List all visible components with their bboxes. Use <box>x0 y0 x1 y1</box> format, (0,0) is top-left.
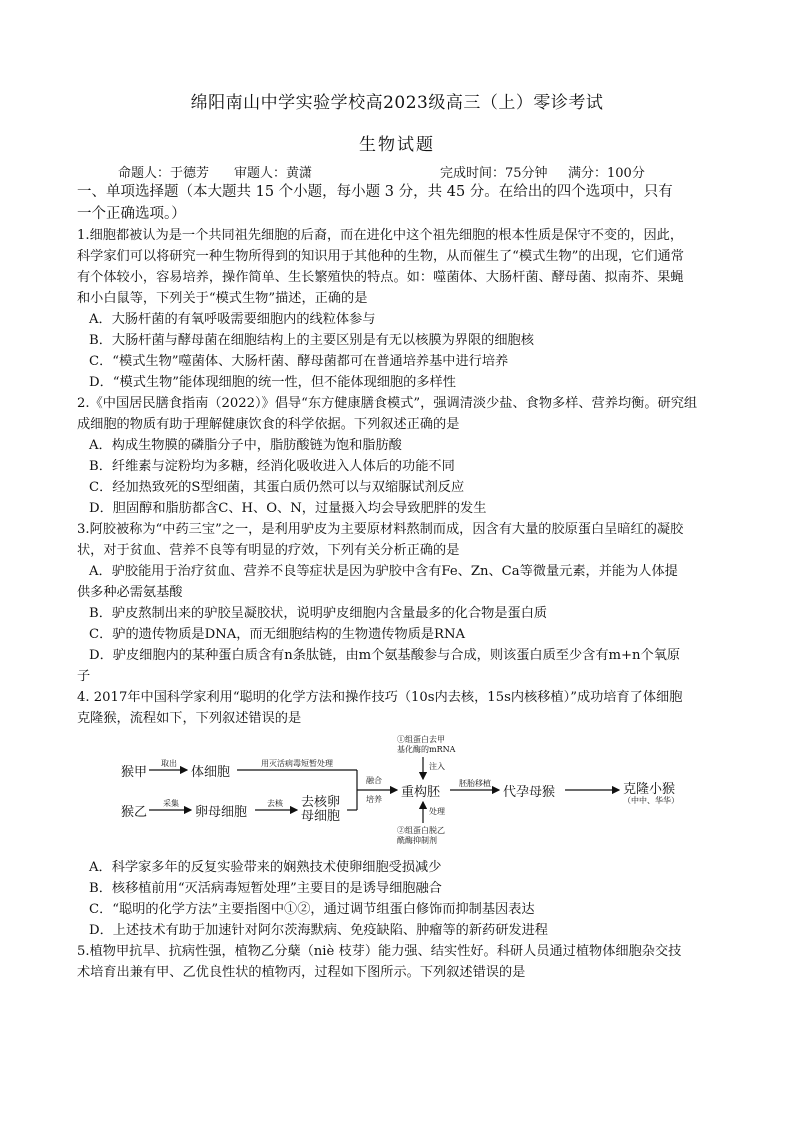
question-1-stem: 有个体较小，容易培养，操作简单、生长繁殖快的特点。如：噬菌体、大肠杆菌、酵母菌、拟南芥、果蝇 <box>77 270 684 285</box>
question-2-option-d: D．胆固醇和脂肪都含C、H、O、N，过量摄入均会导致肥胖的发生 <box>89 501 487 516</box>
node-egg-cell: 卵母细胞 <box>195 805 248 820</box>
label-enucleate: 去核 <box>267 799 283 808</box>
page-title: 绵阳南山中学实验学校高2023级高三（上）零诊考试 <box>190 93 604 113</box>
question-1-stem: 1.细胞都被认为是一个共同祖先细胞的后裔，而在进化中这个祖先细胞的根本性质是保守不变的，因此， <box>77 228 684 243</box>
question-1-option-b: B．大肠杆菌与酵母菌在细胞结构上的主要区别是有无以核膜为界限的细胞核 <box>89 333 534 348</box>
exam-body <box>77 181 717 983</box>
label-top-l2: 基化酶的mRNA <box>397 745 456 754</box>
question-2-option-c: C．经加热致死的S型细菌，其蛋白质仍然可以与双缩脲试剂反应 <box>89 480 465 495</box>
question-1-option-d: D．“模式生物”能体现细胞的统一性，但不能体现细胞的多样性 <box>89 375 456 390</box>
section-heading: 一、单项选择题（本大题共 15 个小题，每小题 3 分，共 45 分。在给出的四个选项中，只有 <box>77 184 673 200</box>
label-collect: 采集 <box>163 799 179 808</box>
question-1-stem: 和小白鼠等，下列关于“模式生物”描述，正确的是 <box>77 291 368 306</box>
node-enucleated-egg-l2: 母细胞 <box>301 809 341 824</box>
question-3-stem: 3.阿胶被称为“中药三宝”之一，是利用驴皮为主要原材料熬制而成，因含有大量的胶原蛋白呈暗红的凝胶 <box>77 522 684 537</box>
page-subtitle: 生物试题 <box>359 135 435 155</box>
question-1-stem: 科学家们可以将研究一种生物所得到的知识用于其他种的生物，从而催生了“模式生物”的出现，它们通常 <box>77 249 684 264</box>
cloning-flow-diagram <box>77 735 717 853</box>
node-reconstructed-embryo: 重构胚 <box>401 785 441 800</box>
question-4-option-c: C．“聪明的化学方法”主要指图中①②，通过调节组蛋白修饰而抑制基因表达 <box>89 902 535 917</box>
label-top-l1: ①组蛋白去甲 <box>397 735 445 744</box>
question-4-stem: 克隆猴，流程如下，下列叙述错误的是 <box>77 711 302 726</box>
node-monkey-a: 猴甲 <box>121 765 148 780</box>
question-1-option-a: A．大肠杆菌的有氧呼吸需要细胞内的线粒体参与 <box>89 312 376 327</box>
question-5-stem: 术培育出兼有甲、乙优良性状的植物丙，过程如下图所示。下列叙述错误的是 <box>77 965 526 980</box>
reviewer-info: 审题人：黄潇 <box>234 166 313 181</box>
question-5-stem: 5.植物甲抗旱、抗病性强，植物乙分蘖（niè 枝芽）能力强、结实性好。科研人员通过植物体细胞杂交技 <box>77 944 682 959</box>
question-2-stem: 2.《中国居民膳食指南（2022）》倡导“东方健康膳食模式”，强调清淡少盐、食物多样、营养均衡。研究组 <box>77 396 698 411</box>
label-virus-treat: 用灭活病毒短暂处理 <box>261 759 333 768</box>
label-take-out: 取出 <box>161 759 177 768</box>
label-culture: 培养 <box>366 795 382 804</box>
question-4-option-b: B．核移植前用“灭活病毒短暂处理”主要目的是诱导细胞融合 <box>89 881 442 896</box>
node-clone-monkey: 克隆小猴 <box>623 782 676 797</box>
question-3-option-b: B．驴皮熬制出来的驴胶呈凝胶状，说明驴皮细胞内含量最多的化合物是蛋白质 <box>89 606 548 621</box>
question-3-stem: 状，对于贫血、营养不良等有明显的疗效，下列有关分析正确的是 <box>77 543 460 558</box>
question-3-option-a-cont: 供多种必需氨基酸 <box>77 585 183 600</box>
node-monkey-b: 猴乙 <box>121 805 148 820</box>
node-somatic-cell: 体细胞 <box>191 765 231 780</box>
question-4-option-d: D．上述技术有助于加速针对阿尔茨海默病、免疫缺陷、肿瘤等的新药研发进程 <box>89 923 548 938</box>
section-heading-cont: 一个正确选项。） <box>77 206 186 222</box>
label-process: 处理 <box>429 807 445 816</box>
question-1-option-c: C．“模式生物”噬菌体、大肠杆菌、酵母菌都可在普通培养基中进行培养 <box>89 354 509 369</box>
question-4-stem: 4. 2017年中国科学家利用“聪明的化学方法和操作技巧（10s内去核，15s内核移植）”成功培育了体细胞 <box>77 690 683 705</box>
setter-info: 命题人：于德芳 <box>118 166 210 181</box>
question-4-option-a: A．科学家多年的反复实验带来的娴熟技术使卵细胞受损减少 <box>89 860 442 875</box>
node-enucleated-egg-l1: 去核卵 <box>301 795 341 810</box>
question-3-option-d: D．驴皮细胞内的某种蛋白质含有n条肽链，由m个氨基酸参与合成，则该蛋白质至少含有m+n个氧原 <box>89 648 681 663</box>
label-fuse: 融合 <box>366 776 382 785</box>
score-info: 满分：100分 <box>568 166 645 181</box>
question-2-stem: 成细胞的物质有助于理解健康饮食的科学依据。下列叙述正确的是 <box>77 417 460 432</box>
node-surrogate-monkey: 代孕母猴 <box>503 785 556 800</box>
label-bottom-l1: ②组蛋白脱乙 <box>397 826 445 835</box>
label-inject: 注入 <box>429 762 445 771</box>
question-3-option-c: C．驴的遗传物质是DNA，而无细胞结构的生物遗传物质是RNA <box>89 627 466 642</box>
question-3-option-d-cont: 子 <box>77 669 91 684</box>
label-embryo-transfer: 胚胎移植 <box>459 779 491 788</box>
label-bottom-l2: 酰酶抑制剂 <box>397 836 437 845</box>
question-3-option-a: A．驴胶能用于治疗贫血、营养不良等症状是因为驴胶中含有Fe、Zn、Ca等微量元素，并能为人体提 <box>89 564 678 579</box>
time-info: 完成时间：75分钟 <box>440 166 548 181</box>
label-clone-names: （中中、华华） <box>623 796 679 805</box>
question-2-option-b: B．纤维素与淀粉均为多糖，经消化吸收进入人体后的功能不同 <box>89 459 455 474</box>
node-enucleated-egg <box>301 796 340 824</box>
question-2-option-a: A．构成生物膜的磷脂分子中，脂肪酸链为饱和脂肪酸 <box>89 438 402 453</box>
